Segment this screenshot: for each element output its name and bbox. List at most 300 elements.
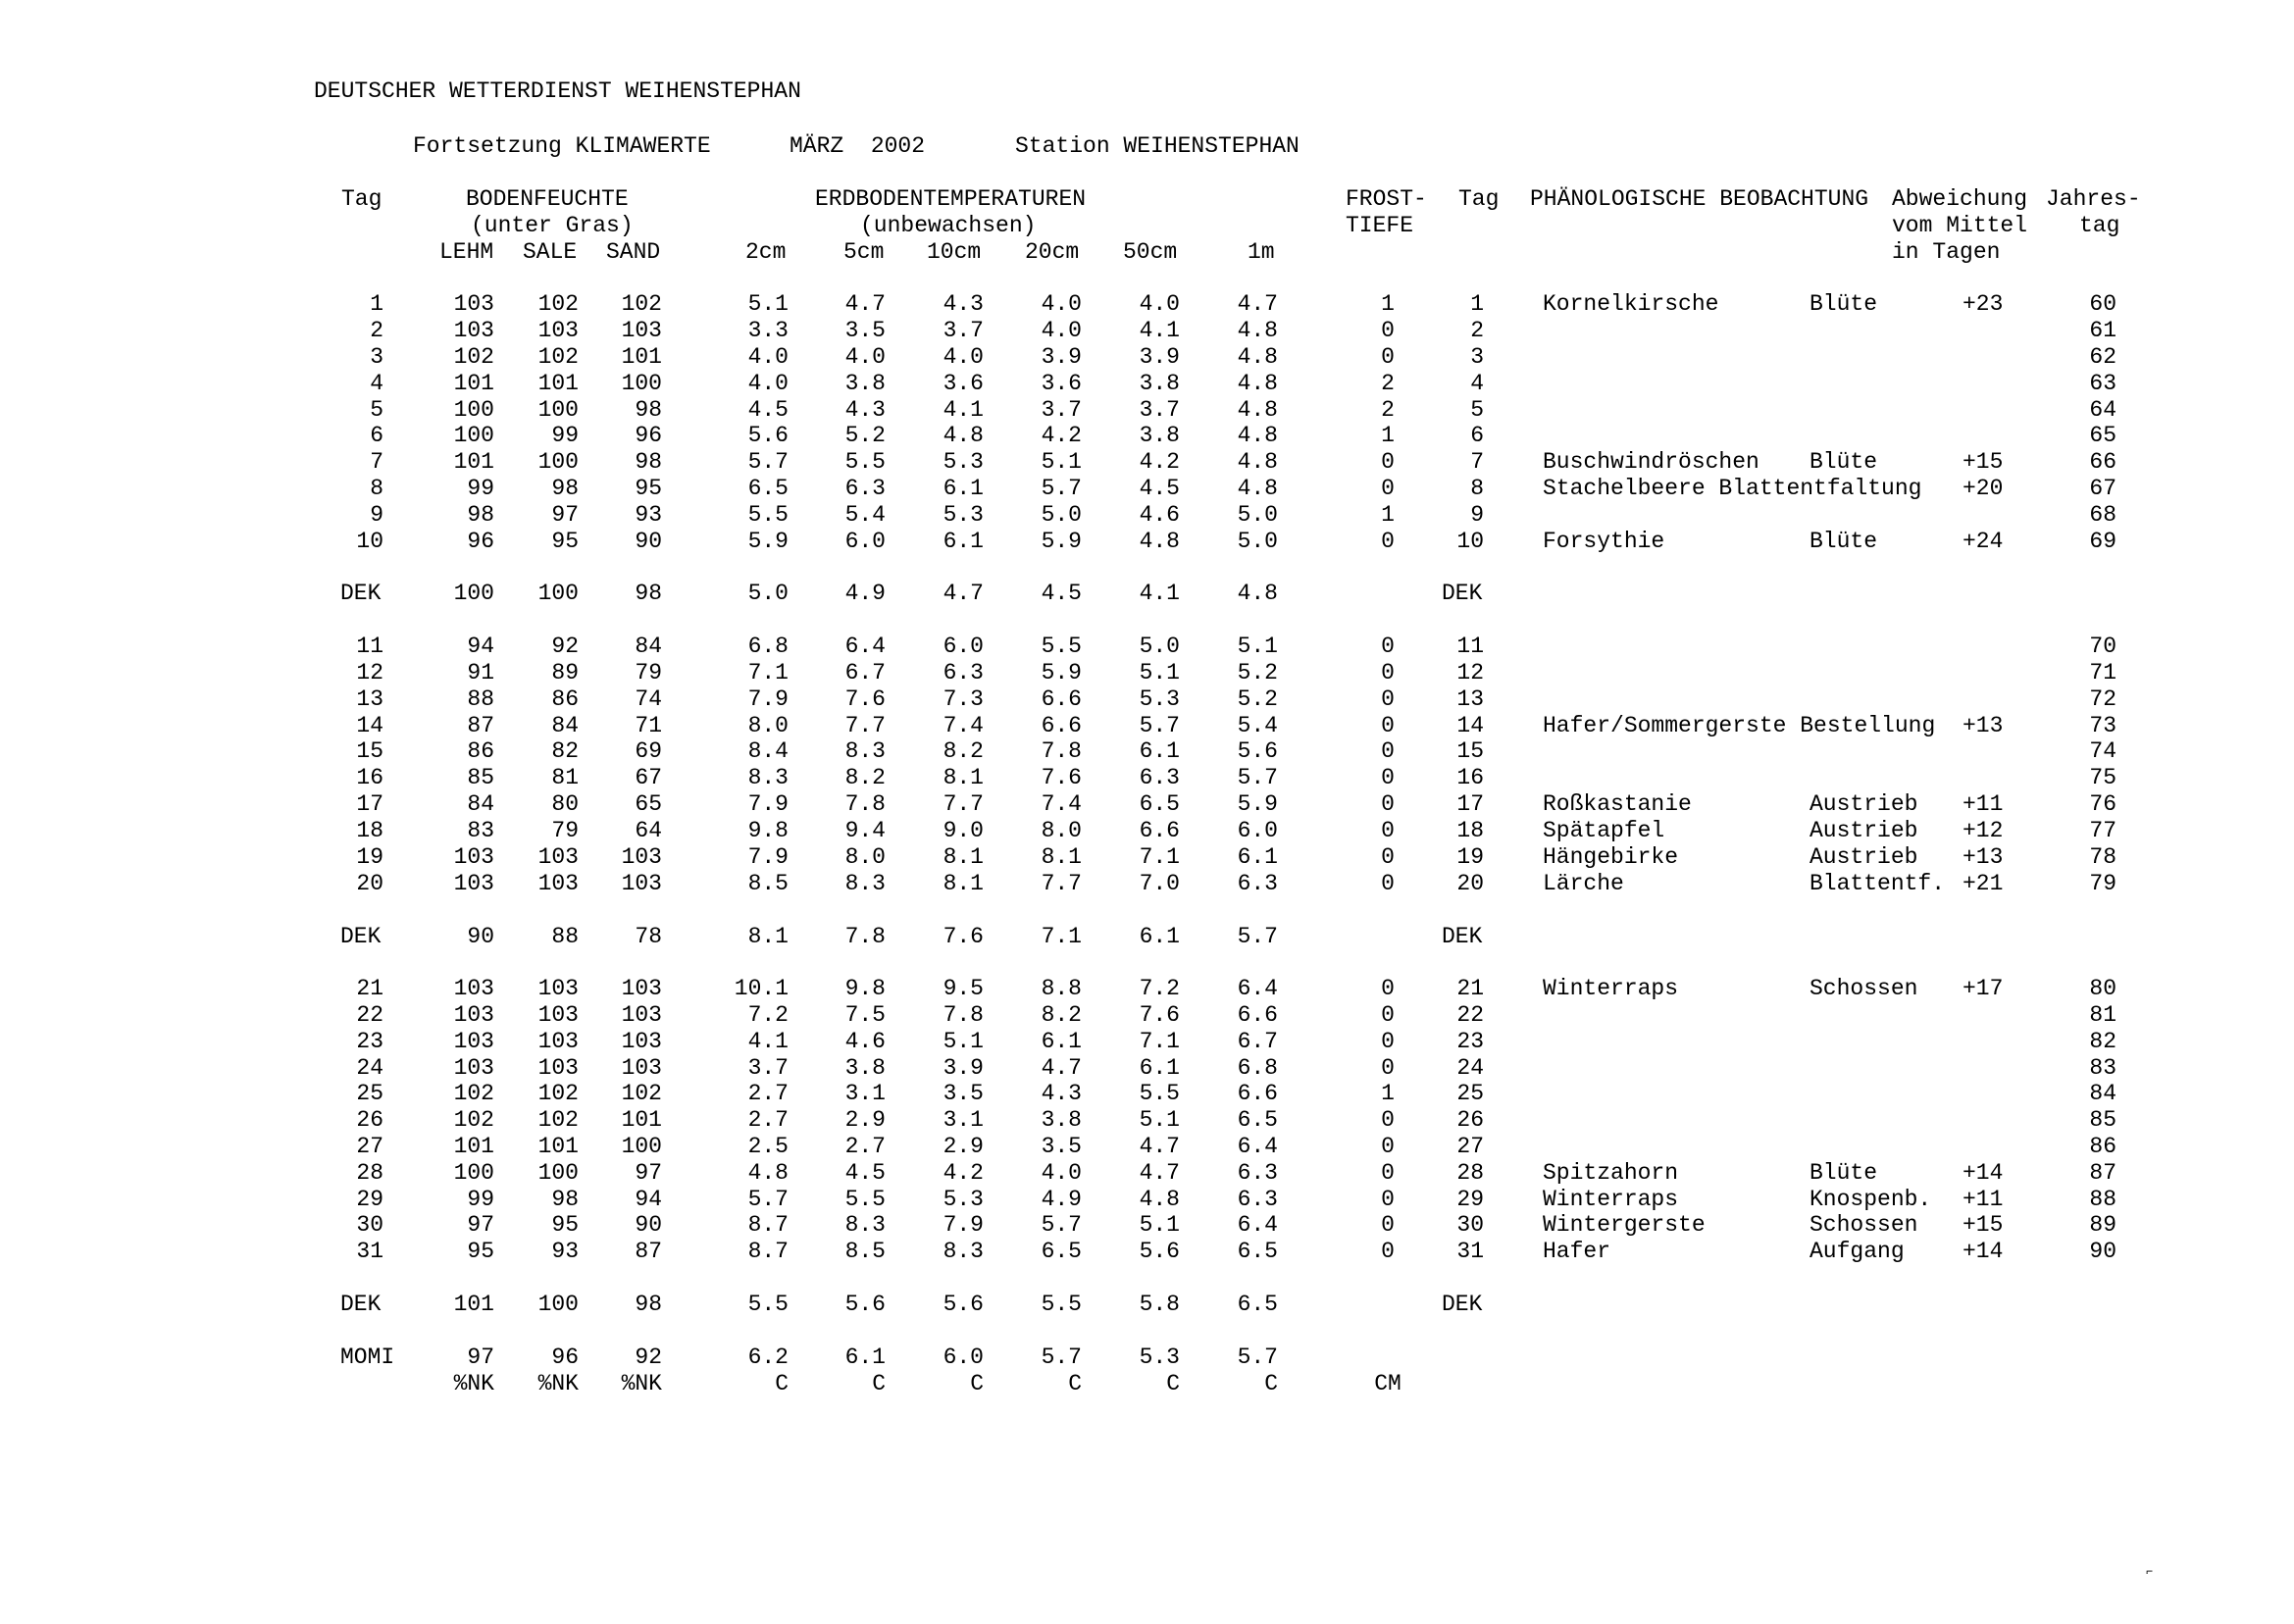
temp-10cm-cell: 5.3 xyxy=(943,502,984,528)
temp-20cm-cell: 7.1 xyxy=(1041,924,1082,949)
sand-cell: 103 xyxy=(621,976,662,1001)
temp-10cm-cell: 8.1 xyxy=(943,844,984,870)
temp-1m-cell: 4.7 xyxy=(1237,291,1278,317)
temp-1m-cell: 6.8 xyxy=(1237,1055,1278,1081)
tag-right-cell: 29 xyxy=(1456,1187,1484,1212)
temp-1m-cell: 5.7 xyxy=(1237,924,1278,949)
temp-2cm-cell: 6.5 xyxy=(747,476,789,501)
temp-2cm-cell: 4.5 xyxy=(747,397,789,423)
plant-cell: Winterraps xyxy=(1543,976,1679,1001)
sale-cell: 96 xyxy=(551,1345,579,1370)
tag-cell: 21 xyxy=(356,976,383,1001)
deviation-cell: +13 xyxy=(1963,844,2004,870)
tag-right-cell: 22 xyxy=(1456,1002,1484,1028)
tag-right-cell: 5 xyxy=(1470,397,1484,423)
sand-cell: 100 xyxy=(621,371,662,396)
temp-50cm-cell: 7.2 xyxy=(1139,976,1180,1001)
temp-1m-cell: 6.6 xyxy=(1237,1081,1278,1106)
jahrestag-cell: 72 xyxy=(2089,686,2116,712)
jahrestag-cell: 80 xyxy=(2089,976,2116,1001)
temp-5cm-cell: 4.3 xyxy=(844,397,886,423)
header-unbewachsen: (unbewachsen) xyxy=(860,213,1037,238)
lehm-cell: 85 xyxy=(467,765,494,790)
temp-1m-cell: 6.5 xyxy=(1237,1239,1278,1264)
temp-20cm-cell: 5.5 xyxy=(1041,634,1082,659)
temp-2cm-cell: 2.7 xyxy=(747,1081,789,1106)
temp-50cm-cell: 3.8 xyxy=(1139,371,1180,396)
temp-10cm-cell: 5.1 xyxy=(943,1029,984,1054)
frost-depth-cell: 0 xyxy=(1381,738,1395,764)
temp-10cm-cell: 4.3 xyxy=(943,291,984,317)
plant-cell: Lärche xyxy=(1543,871,1624,896)
temp-20cm-cell: 4.3 xyxy=(1041,1081,1082,1106)
tag-cell: 4 xyxy=(370,371,383,396)
sand-cell: 98 xyxy=(635,1292,662,1317)
lehm-cell: 97 xyxy=(467,1212,494,1238)
temp-50cm-cell: 6.1 xyxy=(1139,924,1180,949)
jahrestag-cell: 70 xyxy=(2089,634,2116,659)
temp-20cm-cell: 8.1 xyxy=(1041,844,1082,870)
temp-50cm-cell: 4.8 xyxy=(1139,529,1180,554)
lehm-cell: 95 xyxy=(467,1239,494,1264)
jahrestag-cell: 60 xyxy=(2089,291,2116,317)
tag-right-cell: DEK xyxy=(1442,924,1483,949)
sand-cell: 103 xyxy=(621,844,662,870)
temp-50cm-cell: 4.5 xyxy=(1139,476,1180,501)
plant-cell: Forsythie xyxy=(1543,529,1665,554)
sale-cell: 103 xyxy=(537,1002,579,1028)
tag-cell: 14 xyxy=(356,713,383,738)
temp-50cm-cell: 5.8 xyxy=(1139,1292,1180,1317)
sand-cell: 64 xyxy=(635,818,662,843)
temp-50cm-cell: 5.3 xyxy=(1139,686,1180,712)
jahrestag-cell: 90 xyxy=(2089,1239,2116,1264)
tag-cell: DEK xyxy=(340,924,382,949)
temp-2cm-cell: 7.9 xyxy=(747,844,789,870)
temp-1m-cell: 6.7 xyxy=(1237,1029,1278,1054)
plant-cell: Kornelkirsche xyxy=(1543,291,1719,317)
temp-50cm-cell: 3.7 xyxy=(1139,397,1180,423)
temp-20cm-cell: 4.9 xyxy=(1041,1187,1082,1212)
temp-20cm-cell: 8.8 xyxy=(1041,976,1082,1001)
temp-20cm-cell: 7.8 xyxy=(1041,738,1082,764)
sale-cell: 100 xyxy=(537,1292,579,1317)
sand-cell: 103 xyxy=(621,1002,662,1028)
phase-cell: Austrieb xyxy=(1810,844,1918,870)
sand-cell: 90 xyxy=(635,529,662,554)
jahrestag-cell: 66 xyxy=(2089,449,2116,475)
deviation-cell: +24 xyxy=(1963,529,2004,554)
tag-cell: 22 xyxy=(356,1002,383,1028)
temp-1m-cell: 4.8 xyxy=(1237,344,1278,370)
tag-right-cell: 21 xyxy=(1456,976,1484,1001)
temp-50cm-cell: 6.1 xyxy=(1139,1055,1180,1081)
temp-5cm-cell: 5.5 xyxy=(844,1187,886,1212)
temp-20cm-cell: 4.0 xyxy=(1041,318,1082,343)
sale-cell: 101 xyxy=(537,371,579,396)
temp-20cm-cell: 5.1 xyxy=(1041,449,1082,475)
temp-2cm-cell: 8.0 xyxy=(747,713,789,738)
temp-10cm-cell: C xyxy=(970,1371,984,1396)
plant-cell: Hafer/Sommergerste Bestellung xyxy=(1543,713,1936,738)
jahrestag-cell: 63 xyxy=(2089,371,2116,396)
frost-depth-cell: 0 xyxy=(1381,660,1395,685)
header-erdbodentemperaturen: ERDBODENTEMPERATUREN xyxy=(815,186,1087,212)
temp-5cm-cell: 3.1 xyxy=(844,1081,886,1106)
temp-50cm-cell: 4.7 xyxy=(1139,1160,1180,1186)
tag-cell: 29 xyxy=(356,1187,383,1212)
frost-depth-cell: 1 xyxy=(1381,502,1395,528)
jahrestag-cell: 86 xyxy=(2089,1134,2116,1159)
sand-cell: 98 xyxy=(635,581,662,606)
sand-cell: 95 xyxy=(635,476,662,501)
temp-10cm-cell: 6.1 xyxy=(943,476,984,501)
header-phaenologische-beobachtung: PHÄNOLOGISCHE BEOBACHTUNG xyxy=(1530,186,1869,212)
temp-5cm-cell: 8.3 xyxy=(844,1212,886,1238)
temp-50cm-cell: 6.5 xyxy=(1139,791,1180,817)
sand-cell: 92 xyxy=(635,1345,662,1370)
temp-5cm-cell: 4.7 xyxy=(844,291,886,317)
sale-cell: 92 xyxy=(551,634,579,659)
tag-right-cell: 8 xyxy=(1470,476,1484,501)
temp-1m-cell: 5.9 xyxy=(1237,791,1278,817)
temp-1m-cell: 6.3 xyxy=(1237,1160,1278,1186)
temp-10cm-cell: 4.0 xyxy=(943,344,984,370)
temp-2cm-cell: 4.0 xyxy=(747,371,789,396)
jahrestag-cell: 75 xyxy=(2089,765,2116,790)
sand-cell: 79 xyxy=(635,660,662,685)
temp-5cm-cell: 6.1 xyxy=(844,1345,886,1370)
tag-right-cell: 4 xyxy=(1470,371,1484,396)
deviation-cell: +11 xyxy=(1963,791,2004,817)
temp-50cm-cell: 5.1 xyxy=(1139,1107,1180,1133)
header-frost: FROST- xyxy=(1346,186,1427,212)
frost-depth-cell: 0 xyxy=(1381,686,1395,712)
temp-20cm-cell: 5.7 xyxy=(1041,1212,1082,1238)
lehm-cell: 91 xyxy=(467,660,494,685)
tag-right-cell: 26 xyxy=(1456,1107,1484,1133)
temp-20cm-cell: 6.1 xyxy=(1041,1029,1082,1054)
lehm-cell: 103 xyxy=(453,1029,494,1054)
temp-10cm-cell: 8.1 xyxy=(943,765,984,790)
sand-cell: 102 xyxy=(621,1081,662,1106)
temp-10cm-cell: 7.3 xyxy=(943,686,984,712)
temp-5cm-cell: 2.7 xyxy=(844,1134,886,1159)
temp-1m-cell: 4.8 xyxy=(1237,423,1278,448)
sand-cell: 98 xyxy=(635,449,662,475)
sand-cell: 98 xyxy=(635,397,662,423)
header-jahres: Jahres- xyxy=(2046,186,2141,212)
frost-depth-cell: 0 xyxy=(1381,1029,1395,1054)
sand-cell: 78 xyxy=(635,924,662,949)
temp-2cm-cell: 2.7 xyxy=(747,1107,789,1133)
tag-right-cell: 28 xyxy=(1456,1160,1484,1186)
sale-cell: %NK xyxy=(537,1371,579,1396)
lehm-cell: 87 xyxy=(467,713,494,738)
sale-cell: 100 xyxy=(537,581,579,606)
lehm-cell: 97 xyxy=(467,1345,494,1370)
frost-depth-cell: 0 xyxy=(1381,1134,1395,1159)
sale-cell: 79 xyxy=(551,818,579,843)
frost-depth-cell: 0 xyxy=(1381,1239,1395,1264)
tag-cell: 30 xyxy=(356,1212,383,1238)
sale-cell: 81 xyxy=(551,765,579,790)
frost-depth-cell: 0 xyxy=(1381,844,1395,870)
header-abweichung: Abweichung xyxy=(1892,186,2028,212)
temp-20cm-cell: 5.9 xyxy=(1041,660,1082,685)
temp-10cm-cell: 3.7 xyxy=(943,318,984,343)
lehm-cell: 86 xyxy=(467,738,494,764)
temp-5cm-cell: 7.6 xyxy=(844,686,886,712)
phase-cell: Blüte xyxy=(1810,449,1878,475)
tag-cell: DEK xyxy=(340,1292,382,1317)
temp-20cm-cell: C xyxy=(1068,1371,1082,1396)
phase-cell: Blüte xyxy=(1810,529,1878,554)
tag-cell: 27 xyxy=(356,1134,383,1159)
header-tiefe: TIEFE xyxy=(1346,213,1414,238)
lehm-cell: 99 xyxy=(467,476,494,501)
header-50cm: 50cm xyxy=(1123,239,1178,265)
sand-cell: 100 xyxy=(621,1134,662,1159)
temp-1m-cell: 6.5 xyxy=(1237,1107,1278,1133)
sale-cell: 101 xyxy=(537,1134,579,1159)
header-1m: 1m xyxy=(1248,239,1275,265)
lehm-cell: 102 xyxy=(453,1107,494,1133)
frost-depth-cell: 0 xyxy=(1381,1107,1395,1133)
temp-2cm-cell: 5.5 xyxy=(747,1292,789,1317)
temp-20cm-cell: 8.0 xyxy=(1041,818,1082,843)
temp-5cm-cell: 7.8 xyxy=(844,924,886,949)
temp-2cm-cell: 4.0 xyxy=(747,344,789,370)
sale-cell: 103 xyxy=(537,1029,579,1054)
tag-right-cell: 15 xyxy=(1456,738,1484,764)
deviation-cell: +15 xyxy=(1963,1212,2004,1238)
frost-depth-cell: 2 xyxy=(1381,397,1395,423)
header-unter-gras: (unter Gras) xyxy=(471,213,634,238)
temp-20cm-cell: 3.5 xyxy=(1041,1134,1082,1159)
temp-2cm-cell: 3.7 xyxy=(747,1055,789,1081)
report-period: MÄRZ 2002 xyxy=(790,133,926,159)
lehm-cell: 83 xyxy=(467,818,494,843)
temp-50cm-cell: 5.7 xyxy=(1139,713,1180,738)
tag-right-cell: 17 xyxy=(1456,791,1484,817)
sand-cell: 101 xyxy=(621,1107,662,1133)
temp-50cm-cell: 4.8 xyxy=(1139,1187,1180,1212)
tag-cell: 3 xyxy=(370,344,383,370)
temp-2cm-cell: C xyxy=(775,1371,789,1396)
header-bodenfeuchte: BODENFEUCHTE xyxy=(466,186,629,212)
temp-50cm-cell: 5.0 xyxy=(1139,634,1180,659)
tag-right-cell: 12 xyxy=(1456,660,1484,685)
frost-depth-cell: 0 xyxy=(1381,476,1395,501)
temp-50cm-cell: 5.1 xyxy=(1139,1212,1180,1238)
tag-right-cell: 25 xyxy=(1456,1081,1484,1106)
temp-20cm-cell: 7.7 xyxy=(1041,871,1082,896)
station-name: Station WEIHENSTEPHAN xyxy=(1015,133,1300,159)
sale-cell: 95 xyxy=(551,529,579,554)
jahrestag-cell: 88 xyxy=(2089,1187,2116,1212)
temp-5cm-cell: 8.5 xyxy=(844,1239,886,1264)
deviation-cell: +21 xyxy=(1963,871,2004,896)
temp-2cm-cell: 7.9 xyxy=(747,686,789,712)
frost-depth-cell: 1 xyxy=(1381,291,1395,317)
temp-2cm-cell: 7.9 xyxy=(747,791,789,817)
jahrestag-cell: 77 xyxy=(2089,818,2116,843)
tag-cell: MOMI xyxy=(340,1345,395,1370)
sale-cell: 102 xyxy=(537,344,579,370)
temp-2cm-cell: 8.1 xyxy=(747,924,789,949)
lehm-cell: %NK xyxy=(453,1371,494,1396)
sand-cell: 87 xyxy=(635,1239,662,1264)
temp-5cm-cell: 9.8 xyxy=(844,976,886,1001)
temp-50cm-cell: 5.6 xyxy=(1139,1239,1180,1264)
temp-50cm-cell: 4.6 xyxy=(1139,502,1180,528)
tag-cell: 15 xyxy=(356,738,383,764)
temp-1m-cell: 5.0 xyxy=(1237,529,1278,554)
tag-cell: 6 xyxy=(370,423,383,448)
sand-cell: 84 xyxy=(635,634,662,659)
temp-20cm-cell: 7.6 xyxy=(1041,765,1082,790)
sale-cell: 103 xyxy=(537,871,579,896)
temp-5cm-cell: 6.3 xyxy=(844,476,886,501)
temp-50cm-cell: 7.0 xyxy=(1139,871,1180,896)
phase-cell: Aufgang xyxy=(1810,1239,1905,1264)
temp-50cm-cell: 5.1 xyxy=(1139,660,1180,685)
sale-cell: 103 xyxy=(537,976,579,1001)
sand-cell: 103 xyxy=(621,318,662,343)
tag-right-cell: 9 xyxy=(1470,502,1484,528)
temp-1m-cell: 6.4 xyxy=(1237,1212,1278,1238)
tag-cell: 24 xyxy=(356,1055,383,1081)
jahrestag-cell: 61 xyxy=(2089,318,2116,343)
temp-2cm-cell: 6.8 xyxy=(747,634,789,659)
frost-depth-cell: 0 xyxy=(1381,344,1395,370)
tag-cell: 12 xyxy=(356,660,383,685)
temp-1m-cell: 5.4 xyxy=(1237,713,1278,738)
lehm-cell: 99 xyxy=(467,1187,494,1212)
lehm-cell: 103 xyxy=(453,1055,494,1081)
sale-cell: 82 xyxy=(551,738,579,764)
lehm-cell: 96 xyxy=(467,529,494,554)
temp-10cm-cell: 4.8 xyxy=(943,423,984,448)
temp-50cm-cell: 4.7 xyxy=(1139,1134,1180,1159)
temp-2cm-cell: 5.6 xyxy=(747,423,789,448)
temp-1m-cell: 4.8 xyxy=(1237,371,1278,396)
sale-cell: 100 xyxy=(537,449,579,475)
report-subtitle: Fortsetzung KLIMAWERTE xyxy=(413,133,711,159)
tag-cell: 7 xyxy=(370,449,383,475)
temp-2cm-cell: 5.7 xyxy=(747,449,789,475)
tag-cell: 11 xyxy=(356,634,383,659)
sand-cell: 90 xyxy=(635,1212,662,1238)
sale-cell: 89 xyxy=(551,660,579,685)
phase-cell: Blüte xyxy=(1810,1160,1878,1186)
plant-cell: Stachelbeere Blattentfaltung xyxy=(1543,476,1922,501)
tag-right-cell: 3 xyxy=(1470,344,1484,370)
plant-cell: Buschwindröschen xyxy=(1543,449,1759,475)
frost-depth-cell: 0 xyxy=(1381,818,1395,843)
temp-2cm-cell: 5.7 xyxy=(747,1187,789,1212)
jahrestag-cell: 82 xyxy=(2089,1029,2116,1054)
phase-cell: Austrieb xyxy=(1810,818,1918,843)
temp-20cm-cell: 3.8 xyxy=(1041,1107,1082,1133)
tag-cell: 19 xyxy=(356,844,383,870)
tag-cell: 16 xyxy=(356,765,383,790)
temp-2cm-cell: 8.4 xyxy=(747,738,789,764)
temp-10cm-cell: 6.3 xyxy=(943,660,984,685)
tag-right-cell: 20 xyxy=(1456,871,1484,896)
temp-2cm-cell: 3.3 xyxy=(747,318,789,343)
temp-5cm-cell: 4.5 xyxy=(844,1160,886,1186)
temp-50cm-cell: 4.2 xyxy=(1139,449,1180,475)
temp-50cm-cell: 7.6 xyxy=(1139,1002,1180,1028)
phase-cell: Schossen xyxy=(1810,976,1918,1001)
tag-right-cell: 6 xyxy=(1470,423,1484,448)
temp-5cm-cell: 4.9 xyxy=(844,581,886,606)
tag-right-cell: 7 xyxy=(1470,449,1484,475)
temp-50cm-cell: C xyxy=(1166,1371,1180,1396)
temp-1m-cell: 5.7 xyxy=(1237,765,1278,790)
jahrestag-cell: 83 xyxy=(2089,1055,2116,1081)
temp-10cm-cell: 2.9 xyxy=(943,1134,984,1159)
tag-right-cell: 13 xyxy=(1456,686,1484,712)
deviation-cell: +17 xyxy=(1963,976,2004,1001)
temp-50cm-cell: 7.1 xyxy=(1139,844,1180,870)
sale-cell: 98 xyxy=(551,476,579,501)
temp-1m-cell: 5.2 xyxy=(1237,660,1278,685)
temp-10cm-cell: 5.3 xyxy=(943,1187,984,1212)
plant-cell: Spitzahorn xyxy=(1543,1160,1679,1186)
institution-title: DEUTSCHER WETTERDIENST WEIHENSTEPHAN xyxy=(314,78,801,104)
temp-2cm-cell: 5.9 xyxy=(747,529,789,554)
temp-20cm-cell: 3.7 xyxy=(1041,397,1082,423)
lehm-cell: 98 xyxy=(467,502,494,528)
sand-cell: 65 xyxy=(635,791,662,817)
jahrestag-cell: 89 xyxy=(2089,1212,2116,1238)
jahrestag-cell: 74 xyxy=(2089,738,2116,764)
temp-10cm-cell: 6.1 xyxy=(943,529,984,554)
frost-depth-cell: 1 xyxy=(1381,1081,1395,1106)
lehm-cell: 103 xyxy=(453,318,494,343)
frost-depth-cell: 0 xyxy=(1381,871,1395,896)
tag-cell: 23 xyxy=(356,1029,383,1054)
temp-1m-cell: 5.0 xyxy=(1237,502,1278,528)
tag-cell: 5 xyxy=(370,397,383,423)
temp-2cm-cell: 8.7 xyxy=(747,1239,789,1264)
frost-depth-cell: 0 xyxy=(1381,1002,1395,1028)
temp-1m-cell: 6.1 xyxy=(1237,844,1278,870)
temp-1m-cell: 4.8 xyxy=(1237,397,1278,423)
tag-cell: 18 xyxy=(356,818,383,843)
temp-20cm-cell: 4.5 xyxy=(1041,581,1082,606)
deviation-cell: +13 xyxy=(1963,713,2004,738)
sale-cell: 100 xyxy=(537,397,579,423)
sand-cell: 96 xyxy=(635,423,662,448)
sale-cell: 99 xyxy=(551,423,579,448)
lehm-cell: 84 xyxy=(467,791,494,817)
jahrestag-cell: 87 xyxy=(2089,1160,2116,1186)
temp-50cm-cell: 5.5 xyxy=(1139,1081,1180,1106)
temp-2cm-cell: 4.8 xyxy=(747,1160,789,1186)
temp-2cm-cell: 8.5 xyxy=(747,871,789,896)
deviation-cell: +12 xyxy=(1963,818,2004,843)
frost-depth-cell: 0 xyxy=(1381,449,1395,475)
jahrestag-cell: 68 xyxy=(2089,502,2116,528)
header-10cm: 10cm xyxy=(927,239,982,265)
temp-10cm-cell: 4.2 xyxy=(943,1160,984,1186)
lehm-cell: 101 xyxy=(453,449,494,475)
temp-10cm-cell: 8.1 xyxy=(943,871,984,896)
